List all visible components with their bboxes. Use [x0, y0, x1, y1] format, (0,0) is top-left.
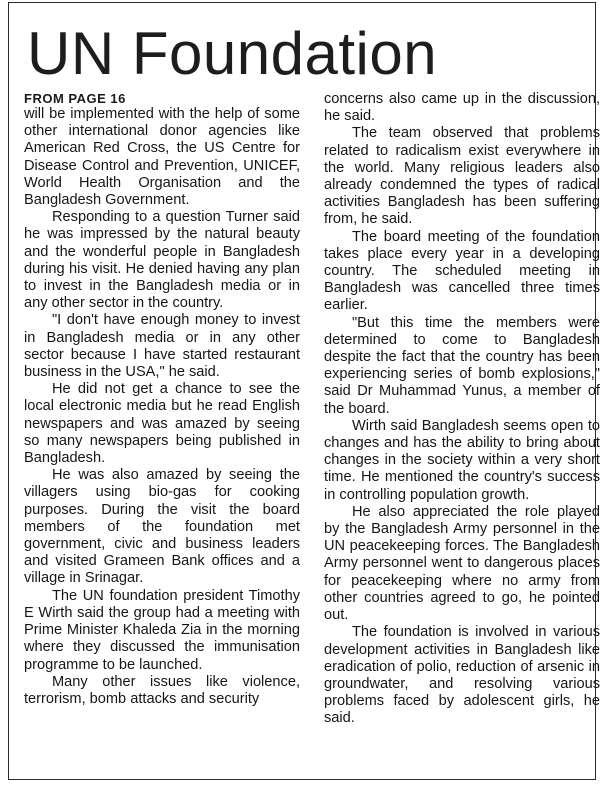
- paragraph: concerns also came up in the discussion, he said.: [324, 91, 600, 125]
- left-column: [24, 91, 300, 708]
- paragraph: He was also amazed by seeing the villagers using bio-gas for cooking purposes. During the visit the board members of the foundation met government, civic and business leaders and visited Grameen Bank offices and a village in Srinagar.: [24, 467, 300, 587]
- paragraph: Wirth said Bangladesh seems open to changes and has the ability to bring about changes in the society within a very short time. He mentioned the country's success in controlling population growth.: [324, 417, 600, 503]
- paragraph: The UN foundation president Timothy E Wirth said the group had a meeting with Prime Minister Khaleda Zia in the morning where they discussed the immunisation programme to be launched.: [24, 587, 300, 673]
- paragraph: "But this time the members were determined to come to Bangladesh despite the fact that the country has been experiencing series of bomb explosions," said Dr Muhammad Yunus, a member of the board.: [324, 314, 600, 417]
- paragraph: The team observed that problems related to radicalism exist everywhere in the world. Many religious leaders also already condemned the types of radical activities Bangladesh has been suffering from, he said.: [324, 125, 600, 228]
- paragraph: will be implemented with the help of some other international donor agencies like American Red Cross, the US Centre for Disease Control and Prevention, UNICEF, World Health Organisation and the Bangladesh Government.: [24, 106, 300, 209]
- paragraph: "I don't have enough money to invest in Bangladesh media or in any other sector because I have started restaurant business in the USA," he said.: [24, 312, 300, 381]
- paragraph: Responding to a question Turner said he was impressed by the natural beauty and the wonderful people in Bangladesh during his visit. He denied having any plan to invest in the Bangladesh media or in any other sector in the country.: [24, 209, 300, 312]
- article-frame: [8, 2, 600, 780]
- paragraph: He also appreciated the role played by the Bangladesh Army personnel in the UN peacekeeping forces. The Bangladesh Army personnel went to dangerous places for peacekeeping where no army from other countries agreed to go, he pointed out.: [324, 503, 600, 624]
- paragraph: The foundation is involved in various development activities in Bangladesh like eradication of polio, reduction of arsenic in groundwater, and resolving various problems faced by adolescent girls, he said.: [324, 624, 600, 727]
- paragraph: Many other issues like violence, terrorism, bomb attacks and security: [24, 673, 300, 707]
- right-column: [324, 91, 600, 728]
- paragraph: He did not get a chance to see the local electronic media but he read English newspapers and was amazed by seeing so many newspapers being published in Bangladesh.: [24, 381, 300, 467]
- continued-from-label: FROM PAGE 16: [24, 91, 126, 106]
- headline: UN Foundation: [27, 20, 438, 87]
- paragraph: The board meeting of the foundation takes place every year in a developing country. The scheduled meeting in Bangladesh was cancelled three times earlier.: [324, 228, 600, 314]
